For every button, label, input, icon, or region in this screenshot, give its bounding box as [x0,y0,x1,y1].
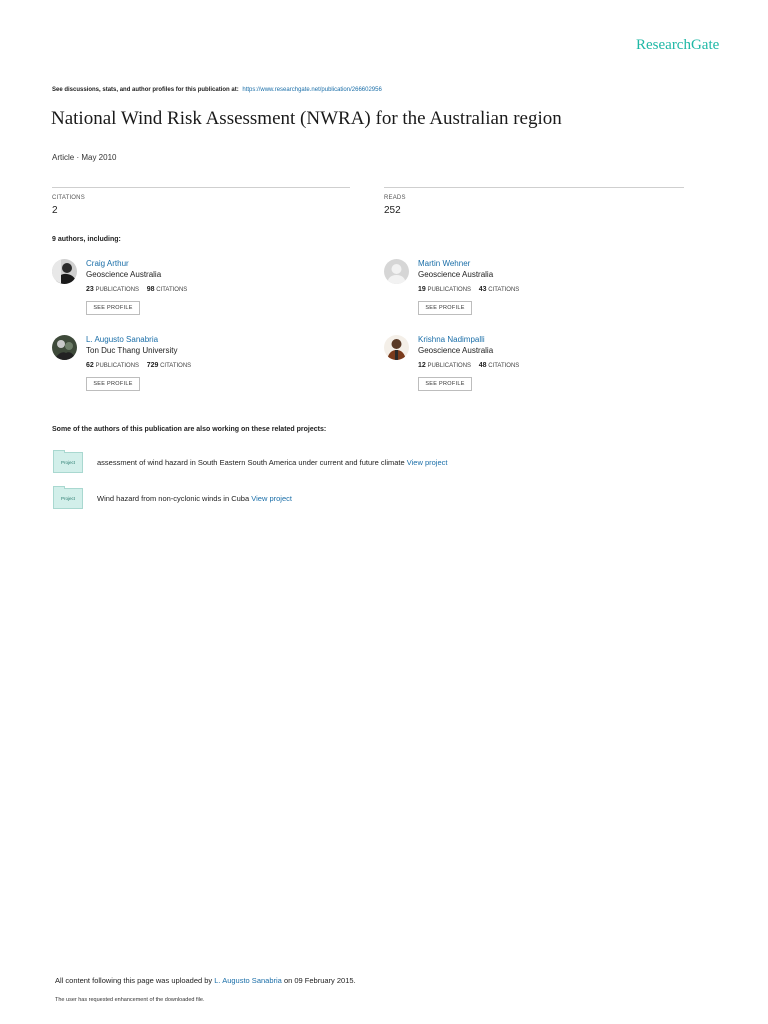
author-stats [418,286,519,293]
citations-label: CITATIONS [156,287,188,293]
citations-count: 98 [146,286,155,293]
uploader-link[interactable]: L. Augusto Sanabria [214,976,282,985]
uploaded-prefix: All content following this page was uploaded by [55,976,213,985]
project-text [97,494,292,503]
view-project-link[interactable]: View project [406,458,448,467]
citations-label: CITATIONS [160,363,192,369]
project-title: assessment of wind hazard in South Eastern South America under current and future climate [97,458,405,467]
reads-label: READS [384,195,406,201]
see-profile-button[interactable]: SEE PROFILE [418,301,472,315]
citations-count: 2 [52,205,58,216]
author-institution: Geoscience Australia [86,270,162,279]
see-discussions-line [52,87,382,93]
publications-label: PUBLICATIONS [427,363,472,369]
publications-count: 23 [86,286,94,293]
project-folder-icon [53,452,83,473]
author-card [384,335,684,397]
uploaded-suffix: on 09 February 2015. [283,976,356,985]
author-name-link[interactable]: Krishna Nadimpalli [418,335,485,344]
publications-count: 19 [418,286,426,293]
authors-heading: 9 authors, including: [52,236,121,243]
author-institution: Ton Duc Thang University [86,346,178,355]
publications-count: 12 [418,362,426,369]
citations-count: 729 [146,362,159,369]
project-row [53,488,653,510]
author-card [52,335,352,397]
author-institution: Geoscience Australia [418,270,494,279]
project-title: Wind hazard from non-cyclonic winds in Cuba [97,494,250,503]
citations-label: CITATIONS [52,195,85,201]
publications-label: PUBLICATIONS [95,363,140,369]
reads-divider [384,187,684,188]
author-name-link[interactable]: L. Augusto Sanabria [86,335,159,344]
see-profile-button[interactable]: SEE PROFILE [418,377,472,391]
author-stats [86,362,191,369]
publications-label: PUBLICATIONS [427,287,472,293]
author-card [384,259,684,321]
author-name-link[interactable]: Craig Arthur [86,259,129,268]
publication-title: National Wind Risk Assessment (NWRA) for the Australian region [51,108,562,129]
person-photo-icon[interactable] [384,335,409,360]
citations-count: 43 [478,286,487,293]
citations-divider [52,187,350,188]
reads-count: 252 [384,205,401,216]
citations-label: CITATIONS [488,363,520,369]
upload-info [55,976,356,985]
see-profile-button[interactable]: SEE PROFILE [86,301,140,315]
author-institution: Geoscience Australia [418,346,494,355]
person-photo-icon[interactable] [52,335,77,360]
enhancement-note: The user has requested enhancement of the downloaded file. [55,997,205,1003]
view-project-link[interactable]: View project [251,494,292,503]
related-projects-heading: Some of the authors of this publication are also working on these related projects: [52,426,327,433]
author-stats [418,362,519,369]
author-stats [86,286,187,293]
person-photo-icon[interactable] [52,259,77,284]
publication-meta: Article · May 2010 [52,153,117,162]
researchgate-logo[interactable]: ResearchGate [636,37,720,53]
publications-count: 62 [86,362,94,369]
citations-label: CITATIONS [488,287,520,293]
publication-url-link[interactable]: https://www.researchgate.net/publication/266602956 [242,87,382,93]
author-name-link[interactable]: Martin Wehner [418,259,471,268]
project-badge-label: Project [60,460,75,465]
project-badge-label: Project [60,496,75,501]
project-folder-icon [53,488,83,509]
see-profile-button[interactable]: SEE PROFILE [86,377,140,391]
project-text [97,458,447,467]
default-avatar-icon[interactable] [384,259,409,284]
project-row [53,452,653,474]
see-discussions-text: See discussions, stats, and author profiles for this publication at: [52,87,239,93]
citations-count: 48 [478,362,487,369]
publications-label: PUBLICATIONS [95,287,140,293]
author-card [52,259,352,321]
